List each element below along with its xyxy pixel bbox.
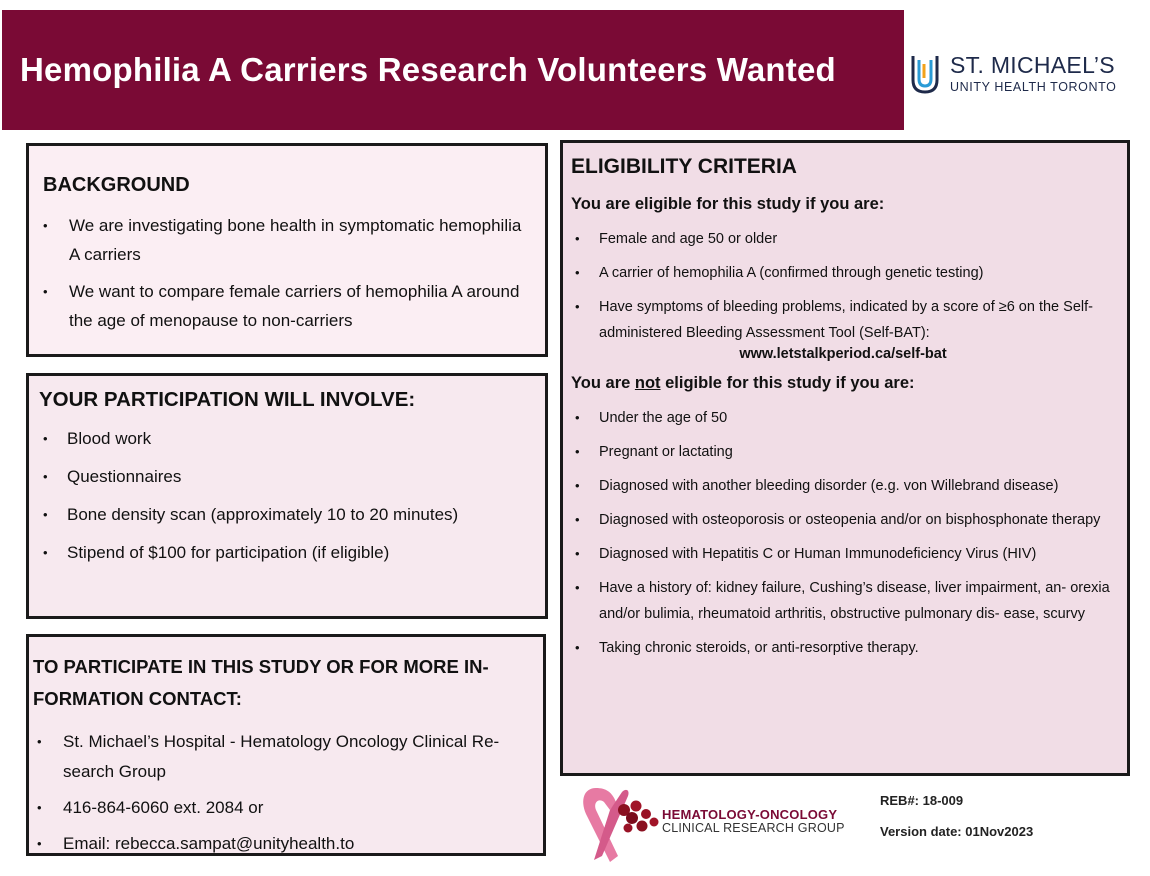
list-item: • Have a history of: kidney failure, Cushing’s disease, liver impairment, an- orexia and/or bulimia, rheumatoid arthritis, obstructive pulmonary dis- ease, scurvy — [571, 575, 1115, 627]
participation-box — [26, 373, 548, 619]
title-banner — [2, 10, 904, 130]
list-item: • A carrier of hemophilia A (confirmed through genetic testing) — [571, 260, 1115, 286]
hemonc-line2: CLINICAL RESEARCH GROUP — [662, 820, 845, 835]
ribbon-icon — [566, 780, 666, 870]
not-emphasis: not — [634, 374, 661, 392]
list-item: • Under the age of 50 — [571, 405, 1115, 431]
list-item: • Have symptoms of bleeding problems, indicated by a score of ≥6 on the Self-administered Bleeding Assessment Tool (Self-BAT): — [571, 294, 1115, 346]
reb-number: REB#: 18-009 — [880, 793, 964, 808]
version-date: Version date: 01Nov2023 — [880, 824, 1034, 839]
background-heading: BACKGROUND — [43, 174, 190, 196]
not-eligible-post: eligible for this study if you are: — [660, 374, 915, 392]
logo-line1: ST. MICHAEL’S — [950, 52, 1115, 79]
eligible-subheading: You are eligible for this study if you are: — [571, 195, 885, 213]
background-box — [26, 143, 548, 357]
list-item: • Taking chronic steroids, or anti-resorptive therapy. — [571, 635, 1115, 661]
email-link[interactable]: • Email: rebecca.sampat@unityhealth.to — [33, 829, 535, 859]
st-michaels-logo — [910, 48, 1146, 100]
list-item: • Questionnaires — [39, 466, 535, 488]
contact-heading: TO PARTICIPATE IN THIS STUDY OR FOR MORE IN- FORMATION CONTACT: — [33, 656, 489, 709]
not-eligible-pre: You are — [571, 374, 635, 392]
list-item: • Female and age 50 or older — [571, 226, 1115, 252]
participation-heading: YOUR PARTICIPATION WILL INVOLVE: — [39, 388, 416, 411]
hemonc-line1: HEMATOLOGY-ONCOLOGY — [662, 807, 838, 822]
logo-line2: UNITY HEALTH TORONTO — [950, 80, 1117, 95]
eligibility-heading: ELIGIBILITY CRITERIA — [571, 155, 797, 178]
eligibility-box — [560, 140, 1130, 776]
list-item: • Stipend of $100 for participation (if eligible) — [39, 542, 535, 564]
page-title: Hemophilia A Carriers Research Volunteers Wanted — [20, 51, 836, 88]
hematology-oncology-logo — [566, 780, 866, 870]
not-eligible-subheading — [571, 374, 1115, 393]
list-item: • St. Michael’s Hospital - Hematology Oncology Clinical Re- search Group — [33, 727, 535, 787]
unity-health-logo-icon — [910, 52, 940, 96]
list-item: • Blood work — [39, 428, 535, 450]
list-item: • Bone density scan (approximately 10 to 20 minutes) — [39, 504, 535, 526]
self-bat-link[interactable]: www.letstalkperiod.ca/self-bat — [739, 346, 947, 362]
list-item: • Diagnosed with another bleeding disorder (e.g. von Willebrand disease) — [571, 473, 1115, 499]
list-item: • Diagnosed with Hepatitis C or Human Immunodeficiency Virus (HIV) — [571, 541, 1115, 567]
phone-number[interactable]: • 416-864-6060 ext. 2084 or — [33, 793, 535, 823]
list-item: • Pregnant or lactating — [571, 439, 1115, 465]
list-item: • We want to compare female carriers of hemophilia A around the age of menopause to non-carriers — [39, 277, 535, 335]
contact-box — [26, 634, 546, 856]
list-item: • We are investigating bone health in symptomatic hemophilia A carriers — [39, 211, 535, 269]
list-item: • Diagnosed with osteoporosis or osteopenia and/or on bisphosphonate therapy — [571, 507, 1115, 533]
